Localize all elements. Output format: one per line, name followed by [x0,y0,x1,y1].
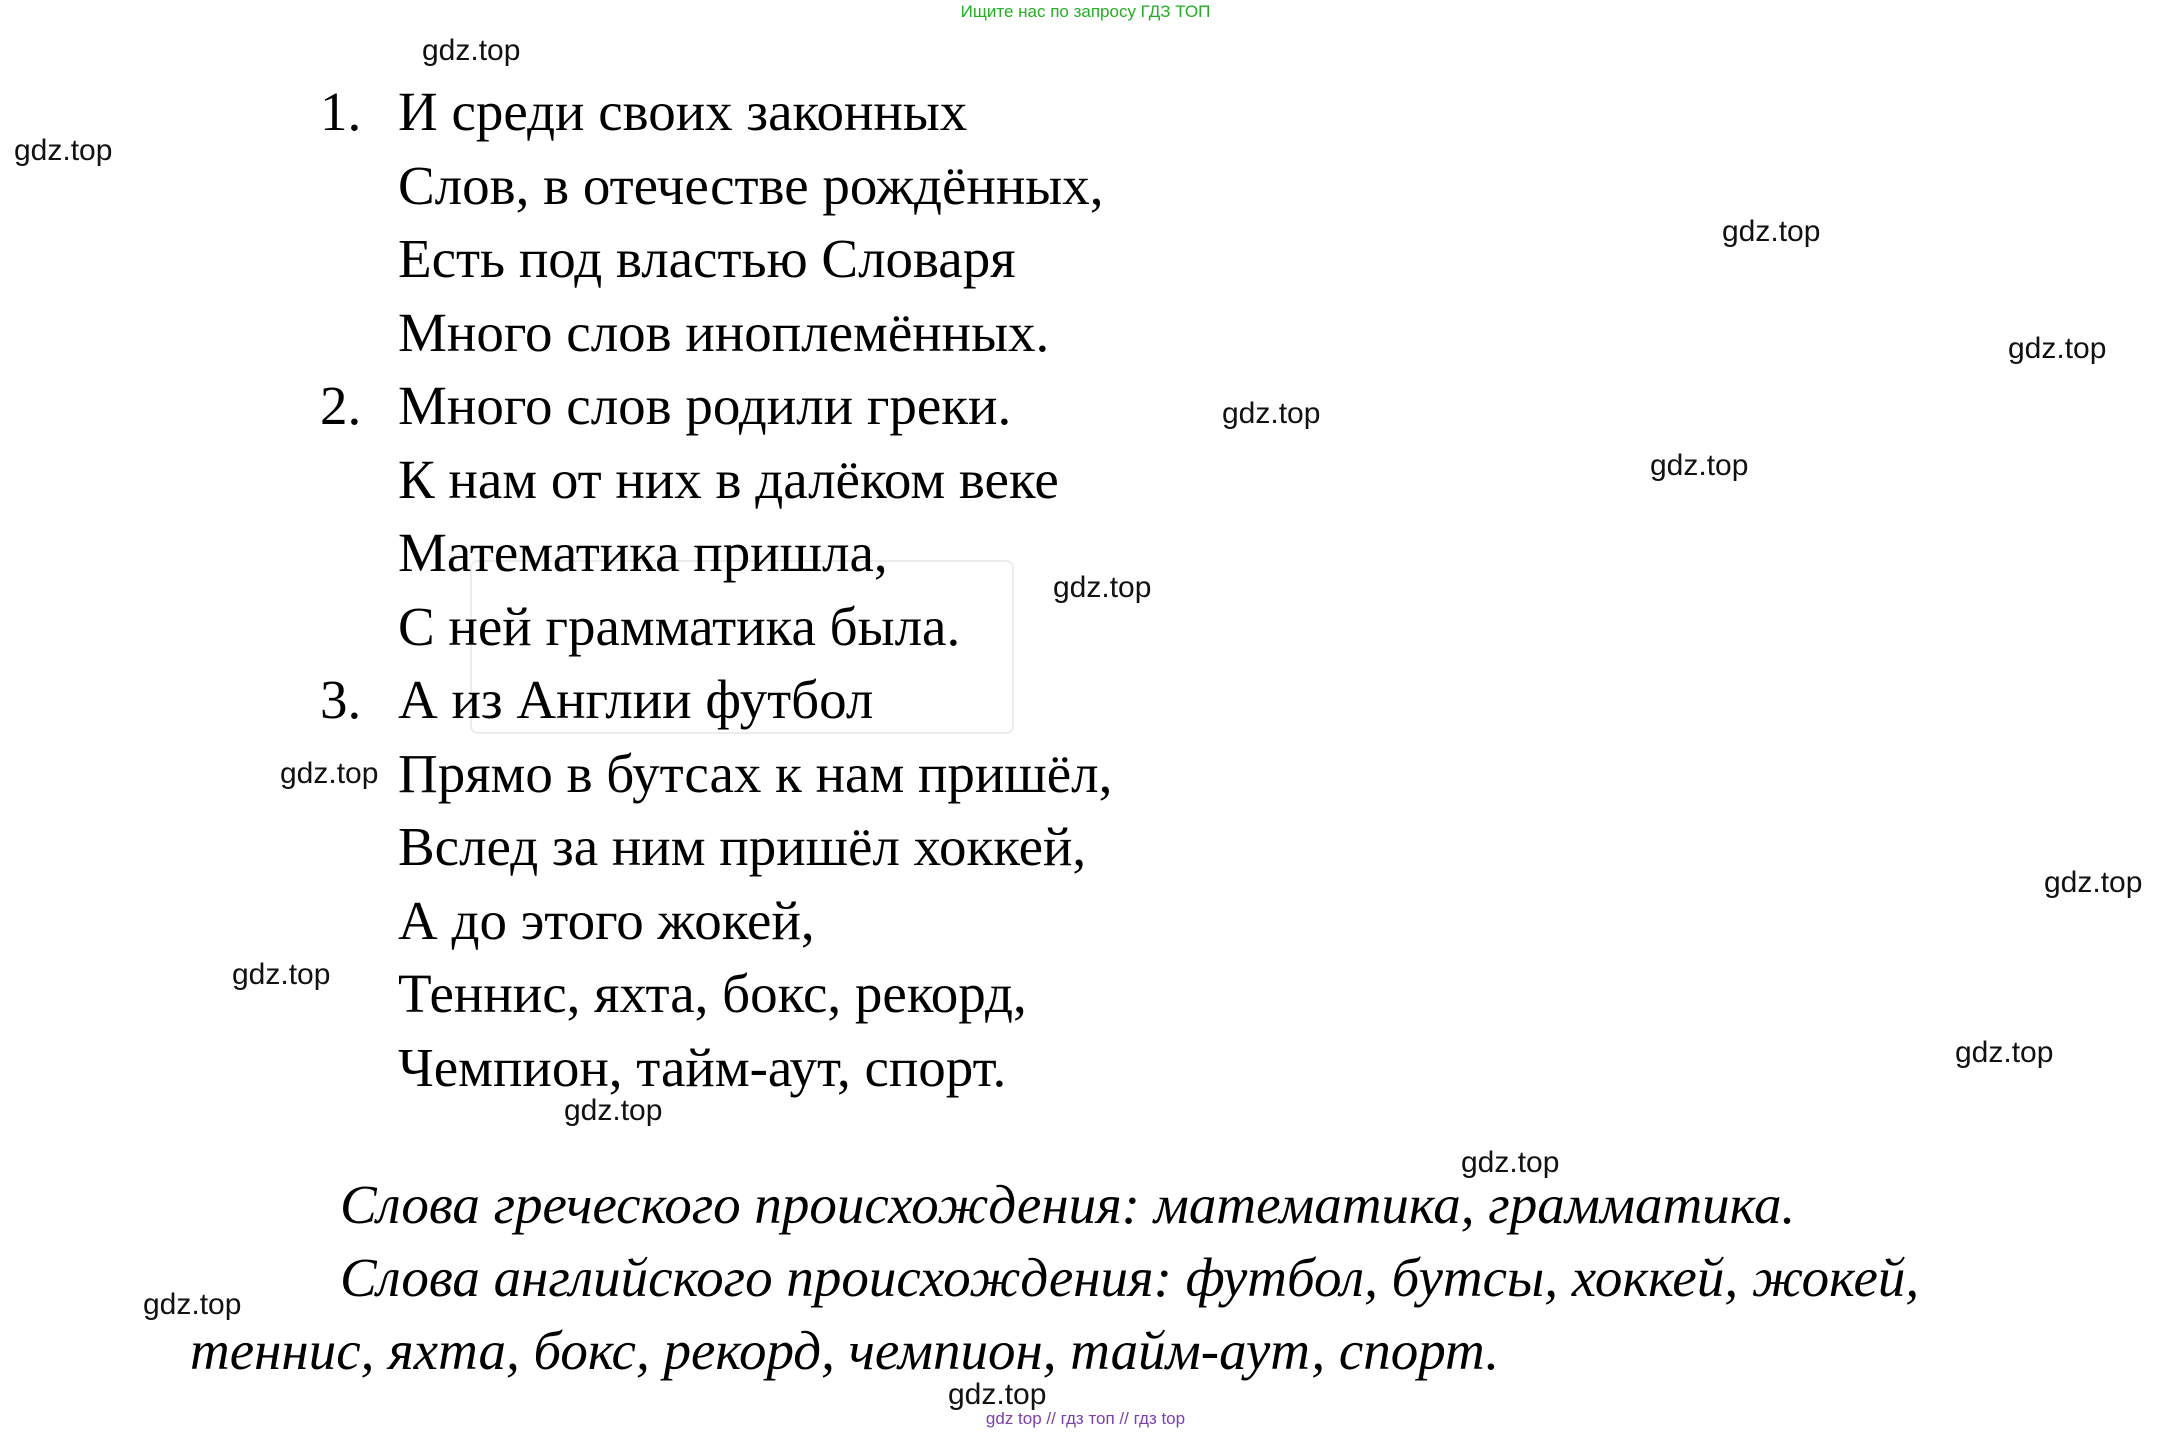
poem-line [320,75,1112,149]
poem-line-text: Теннис, яхта, бокс, рекорд, [398,963,1027,1024]
poem [320,75,1112,1104]
poem-line [320,443,1112,517]
poem-line-text: И среди своих законных [398,81,968,142]
poem-line [320,222,1112,296]
watermark: gdz.top [14,134,113,167]
stanza-3 [320,663,1112,1104]
watermark: gdz.top [1222,397,1321,430]
poem-line [320,810,1112,884]
stanza-number: 2. [320,375,362,436]
poem-line-text: Вслед за ним пришёл хоккей, [398,816,1087,877]
poem-line [320,737,1112,811]
poem-line-text: С ней грамматика была. [398,595,961,657]
poem-line [320,1031,1112,1105]
poem-line-text: Слов, в отечестве рождённых, [398,154,1104,216]
stanza-1 [320,75,1112,369]
poem-line-text: А из Англии футбол [398,669,874,730]
watermark: gdz.top [1461,1146,1560,1179]
answers [0,1168,2171,1387]
poem-line-text: Математика пришла, [398,522,888,583]
poem-line [320,516,1112,590]
poem-line [320,663,1112,737]
answer-greek: Слова греческого происхождения: математика, грамматика. [340,1174,1796,1235]
watermark: gdz.top [232,958,331,991]
top-banner: Ищите нас по запросу ГДЗ ТОП [960,2,1211,21]
answer-english-continued: теннис, яхта, бокс, рекорд, чемпион, тайм-аут, спорт. [190,1320,1500,1381]
poem-line [320,369,1112,443]
watermark: gdz.top [2008,332,2107,365]
stanza-number: 1. [320,81,362,142]
stanza-number: 3. [320,669,362,730]
poem-line [320,149,1112,223]
watermark: gdz.top [1955,1036,2054,1069]
poem-line-text: Есть под властью Словаря [398,228,1016,289]
watermark: gdz.top [1650,449,1749,482]
watermark: gdz.top [143,1288,242,1321]
watermark: gdz.top [280,757,379,790]
poem-line-text: Чемпион, тайм-аут, спорт. [398,1036,1007,1098]
watermark: gdz.top [422,34,521,67]
poem-line-text: А до этого жокей, [398,889,815,951]
poem-line [320,590,1112,664]
stanza-2 [320,369,1112,663]
watermark: gdz.top [564,1094,663,1127]
watermark: gdz.top [948,1378,1047,1411]
poem-line-text: Прямо в бутсах к нам пришёл, [398,742,1113,804]
poem-line [320,296,1112,370]
watermark: gdz.top [1053,571,1152,604]
poem-line-text: Много слов родили греки. [398,375,1012,436]
poem-line-text: Много слов иноплемённых. [398,301,1050,363]
watermark: gdz.top [1722,215,1821,248]
watermark: gdz.top [2044,866,2143,899]
poem-line [320,884,1112,958]
bottom-banner: gdz top // гдз топ // гдз top [985,1409,1186,1428]
answer-english: Слова английского происхождения: футбол, бутсы, хоккей, жокей, [340,1247,1920,1308]
poem-line-text: К нам от них в далёком веке [398,448,1059,510]
poem-line [320,957,1112,1031]
